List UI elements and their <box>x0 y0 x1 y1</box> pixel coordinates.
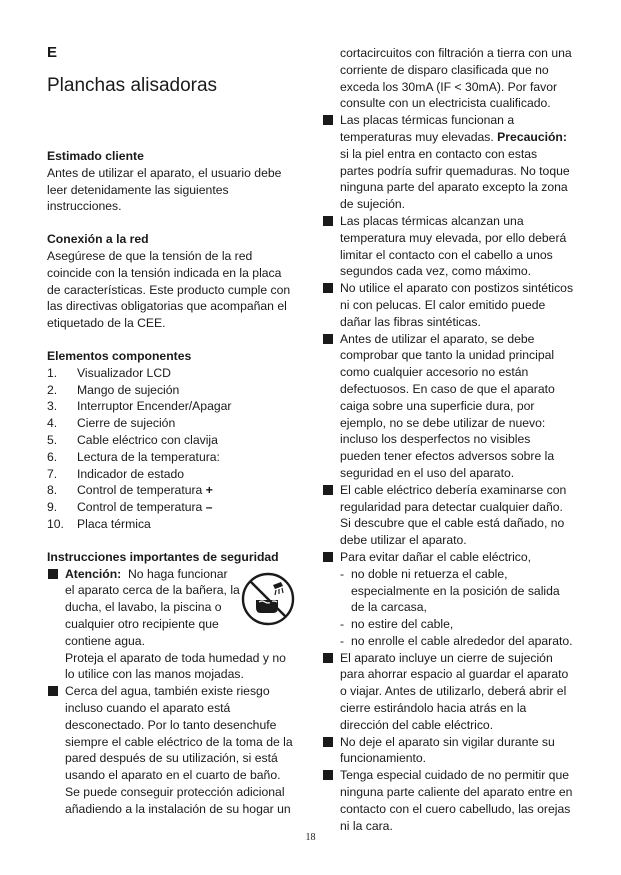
list-item <box>47 466 297 483</box>
plus-sign: + <box>205 483 213 498</box>
page-number: 18 <box>305 832 316 843</box>
inspection-text: Antes de utilizar el aparato, se debe comprobar que tanto la unidad principal como cualquier accesorio no están defectuosos. En caso de que el aparato caiga sobre una superficie dura, por ejemplo, no se debe utilizar de nuevo: incluso los desperfectos no visibles pueden tener efectos adversos sobre la seguridad en el uso del aparato. <box>340 331 555 480</box>
item-number: 10. <box>47 516 64 531</box>
cable-care-sublist <box>340 566 574 650</box>
list-item <box>47 516 297 533</box>
list-item <box>322 112 574 213</box>
burn-text: si la piel entra en contacto con estas partes podría sufrir quemaduras. No toque ninguna parte del aparato excepto la zona de sujeción. <box>340 146 570 212</box>
item-label: Interruptor Encender/Apagar <box>77 399 232 414</box>
no-water-warning-icon <box>240 571 296 627</box>
item-number: 7. <box>47 466 58 481</box>
sub-list-item: - no estire del cable, <box>340 617 454 632</box>
item-number: 6. <box>47 449 58 464</box>
list-item <box>47 382 297 399</box>
safety-list-right <box>322 112 574 834</box>
list-item <box>322 767 574 834</box>
bullet-square <box>323 216 333 226</box>
item-label: Indicador de estado <box>77 466 185 481</box>
item-label: Visualizador LCD <box>77 365 171 380</box>
sub-list-item: - no doble ni retuerza el cable, especialmente en la posición de salida de la carcasa, <box>340 566 560 615</box>
cable-check-text: El cable eléctrico debería examinarse con regularidad para detectar cualquier daño. Si descubre que el cable está dañado, no debe utilizar el aparato. <box>340 482 567 548</box>
intro-text: Antes de utilizar el aparato, el usuario debe leer detenidamente las siguientes instrucciones. <box>47 165 282 214</box>
list-item <box>322 650 574 734</box>
humidity-text: Proteja el aparato de toda humedad y no lo utilice con las manos mojadas. <box>65 650 286 682</box>
connection-heading: Conexión a la red <box>47 232 149 247</box>
safety-heading: Instrucciones importantes de seguridad <box>47 549 279 564</box>
item-number: 2. <box>47 382 58 397</box>
bullet-square <box>323 115 333 125</box>
item-label: Control de temperatura <box>77 500 203 515</box>
minus-sign: – <box>205 500 213 515</box>
unattended-text: No deje el aparato sin vigilar durante su funcionamiento. <box>340 734 555 766</box>
connection-text: Asegúrese de que la tensión de la red coincide con la tensión indicada en la placa de características. Este producto cumple con las directivas obligatorias que acompañan el etiquetado de la CEE. <box>47 248 291 331</box>
item-number: 4. <box>47 416 58 431</box>
item-label: Lectura de la temperatura: <box>77 449 220 464</box>
list-item <box>322 213 574 280</box>
list-item <box>322 482 574 549</box>
sub-list-item: - no enrolle el cable alrededor del aparato. <box>340 633 573 648</box>
item-number: 1. <box>47 365 58 380</box>
bullet-square <box>48 569 58 579</box>
attention-text: No haga funcionar el aparato cerca de la bañera, la ducha, el lavabo, la piscina o cualquier otro recipiente que contiene agua. <box>65 566 240 648</box>
precaution-label: Precaución: <box>497 129 567 144</box>
attention-label: Atención: <box>65 566 122 581</box>
list-item <box>47 365 297 382</box>
scalp-text: Tenga especial cuidado de no permitir que ninguna parte caliente del aparato entre en contacto con el cuero cabelludo, las orejas ni la cara. <box>340 768 573 833</box>
list-item <box>47 432 297 449</box>
list-item <box>47 683 297 817</box>
item-label: Mango de sujeción <box>77 382 180 397</box>
connection-section <box>47 231 297 332</box>
list-item <box>322 280 574 330</box>
synthetic-text: No utilice el aparato con postizos sintéticos ni con pelucas. El calor emitido puede dañar las fibras sintéticas. <box>340 281 574 329</box>
list-item <box>322 734 574 768</box>
lock-text: El aparato incluye un cierre de sujeción para ahorrar espacio al guardar el aparato o viajar. Antes de utilizarlo, deberá abrir el cierre estirándolo hacia atrás en la dirección del cable eléctrico. <box>340 650 569 732</box>
item-label: Placa térmica <box>77 516 151 531</box>
bullet-square <box>323 770 333 780</box>
item-number: 9. <box>47 500 58 515</box>
list-item <box>47 415 297 432</box>
attention-block <box>65 566 240 650</box>
page-title: Planchas alisadoras <box>47 75 218 96</box>
left-column <box>47 148 297 817</box>
bullet-square <box>323 653 333 663</box>
item-label: Control de temperatura <box>77 483 203 498</box>
list-item <box>47 499 297 516</box>
right-column <box>322 45 574 834</box>
components-list <box>47 365 297 533</box>
temperature-text: Las placas térmicas alcanzan una temperatura muy elevada, por ello deberá limitar el contacto con el cabello a unos segundos cada vez, como máximo. <box>340 213 567 279</box>
bullet-square <box>323 485 333 495</box>
continued-text: cortacircuitos con filtración a tierra con una corriente de disparo clasificada que no exceda los 30mA (IF < 30mA). Por favor consulte con un electricista cualificado. <box>340 46 572 111</box>
water-risk-text: Cerca del agua, también existe riesgo incluso cuando el aparato está desconectado. Por lo tanto desenchufe siempre el cable eléctrico de la toma de la pared después de su utilización, si está usando el aparato en el cuarto de baño. Se puede conseguir protección adicional añadiendo a la instalación de su hogar un <box>65 684 293 816</box>
list-item <box>47 449 297 466</box>
components-heading: Elementos componentes <box>47 348 192 363</box>
intro-heading: Estimado cliente <box>47 149 144 163</box>
list-item <box>47 398 297 415</box>
item-number: 5. <box>47 432 58 447</box>
components-section <box>47 348 297 533</box>
item-number: 8. <box>47 483 58 498</box>
bullet-square <box>323 552 333 562</box>
item-label: Cable eléctrico con clavija <box>77 432 218 447</box>
list-item <box>322 331 574 482</box>
list-item <box>322 549 574 650</box>
bullet-square <box>323 283 333 293</box>
bullet-square <box>323 334 333 344</box>
plates-text: Las placas térmicas funcionan a temperaturas muy elevadas. <box>340 113 515 144</box>
language-code: E <box>47 44 58 61</box>
list-item <box>47 482 297 499</box>
bullet-square <box>48 686 58 696</box>
cable-care-text: Para evitar dañar el cable eléctrico, <box>340 549 532 564</box>
item-label: Cierre de sujeción <box>77 416 176 431</box>
item-number: 3. <box>47 399 58 414</box>
intro-section <box>47 148 297 215</box>
bullet-square <box>323 737 333 747</box>
